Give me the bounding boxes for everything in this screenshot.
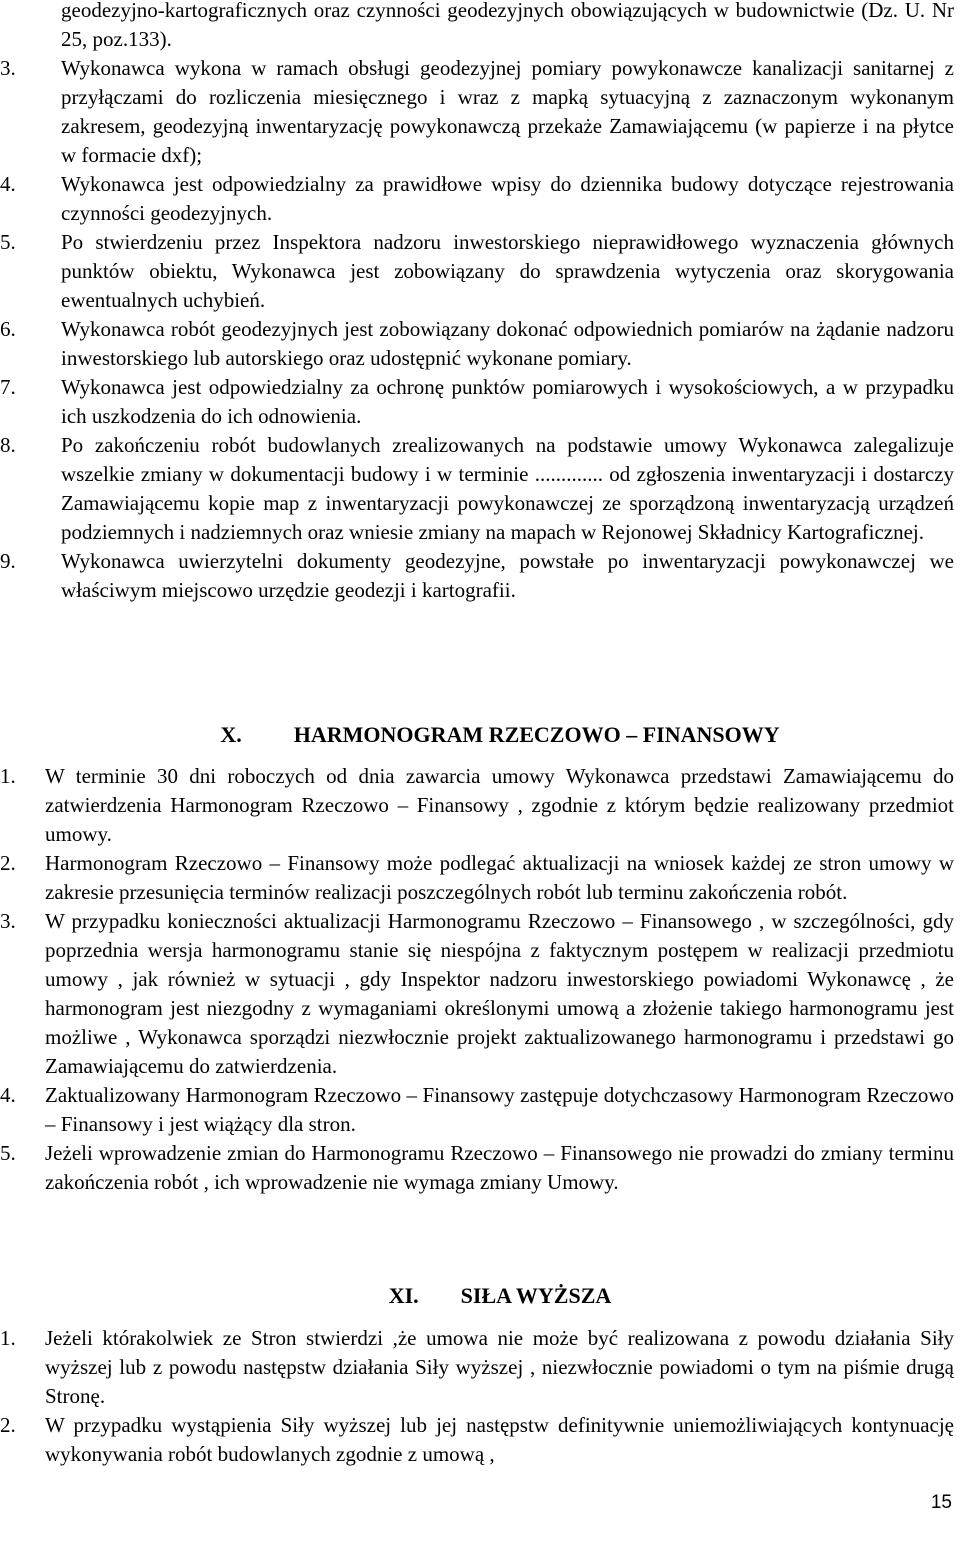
item-text: Jeżeli wprowadzenie zmian do Harmonogramu Rzeczowo – Finansowego nie prowadzi do zmiany terminu zakończenia robót , ich wprowadzenie nie wymaga zmiany Umowy. [45,1141,954,1194]
list-item [0,228,960,315]
item-text: W przypadku wystąpienia Siły wyższej lub jej następstw definitywnie uniemożliwiających kontynuację wykonywania robót budowlanych zgodnie z umową , [45,1413,954,1466]
section-title: SIŁA WYŻSZA [460,1283,612,1308]
item-number: 3. [0,909,16,933]
list-item [0,431,960,547]
section-number: XI. [388,1283,419,1308]
section-xi-list [0,1324,960,1469]
item-text: Wykonawca robót geodezyjnych jest zobowiązany dokonać odpowiednich pomiarów na żądanie nadzoru inwestorskiego lub autorskiego oraz udostępnić wykonane pomiary. [61,317,954,370]
item-text: Harmonogram Rzeczowo – Finansowy może podlegać aktualizacji na wniosek każdej ze stron umowy w zakresie przesunięcia terminów realizacji poszczególnych robót lub terminu zakończenia robót. [45,851,954,904]
list-item [0,1139,960,1197]
item-text: W terminie 30 dni roboczych od dnia zawarcia umowy Wykonawca przedstawi Zamawiającemu do zatwierdzenia Harmonogram Rzeczowo – Finansowy , zgodnie z którym będzie realizowany przedmiot umowy. [45,764,954,846]
section-heading-xi [0,1281,960,1310]
list-item [0,547,960,605]
section-title: HARMONOGRAM RZECZOWO – FINANSOWY [293,722,780,747]
item-number: 1. [0,1326,16,1350]
item-text: Wykonawca uwierzytelni dokumenty geodezyjne, powstałe po inwentaryzacji powykonawczej we właściwym miejscowo urzędzie geodezji i kartografii. [61,549,954,602]
item-number: 1. [0,764,16,788]
item-number: 4. [0,172,16,196]
item-number: 5. [0,1141,16,1165]
item-text: Jeżeli którakolwiek ze Stron stwierdzi ,że umowa nie może być realizowana z powodu działania Siły wyższej lub z powodu następstw działania Siły wyższej , niezwłocznie powiadomi o tym na piśmie drugą Stronę. [45,1326,954,1408]
item-text: Po zakończeniu robót budowlanych zrealizowanych na podstawie umowy Wykonawca zalegalizuje wszelkie zmiany w dokumentacji budowy i w terminie ............. od zgłoszenia inwentaryzacji i dostarczy Zamawiającemu kopie map z inwentaryzacji powykonawczej ze sporządzoną inwentaryzacją urządzeń podziemnych i nadziemnych oraz wniesie zmiany na mapach w Rejonowej Składnicy Kartograficznej. [61,433,954,544]
list-item [0,849,960,907]
item-text: Wykonawca jest odpowiedzialny za prawidłowe wpisy do dziennika budowy dotyczące rejestrowania czynności geodezyjnych. [61,172,954,225]
item-number: 6. [0,317,16,341]
list-item [0,907,960,1081]
list-item [0,315,960,373]
item-text: Wykonawca jest odpowiedzialny za ochronę punktów pomiarowych i wysokościowych, a w przypadku ich uszkodzenia do ich odnowienia. [61,375,954,428]
item-text: Po stwierdzeniu przez Inspektora nadzoru inwestorskiego nieprawidłowego wyznaczenia głównych punktów obiektu, Wykonawca jest zobowiązany do sprawdzenia wytyczenia oraz skorygowania ewentualnych uchybień. [61,230,954,312]
list-item [0,54,960,170]
item-number: 3. [0,56,16,80]
item-number: 9. [0,549,16,573]
item-number: 2. [0,1413,16,1437]
page-number: 15 [930,1492,952,1513]
list-item [0,1324,960,1411]
item-text: Wykonawca wykona w ramach obsługi geodezyjnej pomiary powykonawcze kanalizacji sanitarnej z przyłączami do rozliczenia miesięcznego i wraz z mapką sytuacyjną z zaznaczonym wykonanym zakresem, geodezyjną inwentaryzację powykonawczą przekaże Zamawiającemu (w papierze i na płytce w formacie dxf); [61,56,954,167]
item-text: Zaktualizowany Harmonogram Rzeczowo – Finansowy zastępuje dotychczasowy Harmonogram Rzeczowo – Finansowy i jest wiążący dla stron. [45,1083,954,1136]
list-item [0,762,960,849]
item-text: W przypadku konieczności aktualizacji Harmonogramu Rzeczowo – Finansowego , w szczególności, gdy poprzednia wersja harmonogramu stanie się niespójna z faktycznym postępem w realizacji przedmiotu umowy , jak również w sytuacji , gdy Inspektor nadzoru inwestorskiego powiadomi Wykonawcę , że harmonogram jest niezgodny z wymaganiami określonymi umową a złożenie takiego harmonogramu jest możliwe , Wykonawca sporządzi niezwłocznie projekt zaktualizowanego harmonogramu i przedstawi go Zamawiającemu do zatwierdzenia. [45,909,954,1078]
section-x-list [0,762,960,1197]
section-heading-x [0,720,960,749]
list-item [0,1081,960,1139]
item-number: 8. [0,433,16,457]
item-number: 4. [0,1083,16,1107]
list-item [0,1411,960,1469]
list-item [0,373,960,431]
item-number: 2. [0,851,16,875]
list-item [0,170,960,228]
item-number: 5. [0,230,16,254]
list-item-continuation: geodezyjno-kartograficznych oraz czynności geodezyjnych obowiązujących w budownictwie (Dz. U. Nr 25, poz.133). [61,0,954,51]
section-number: X. [220,722,242,747]
item-number: 7. [0,375,16,399]
section-ix-list [0,0,960,605]
